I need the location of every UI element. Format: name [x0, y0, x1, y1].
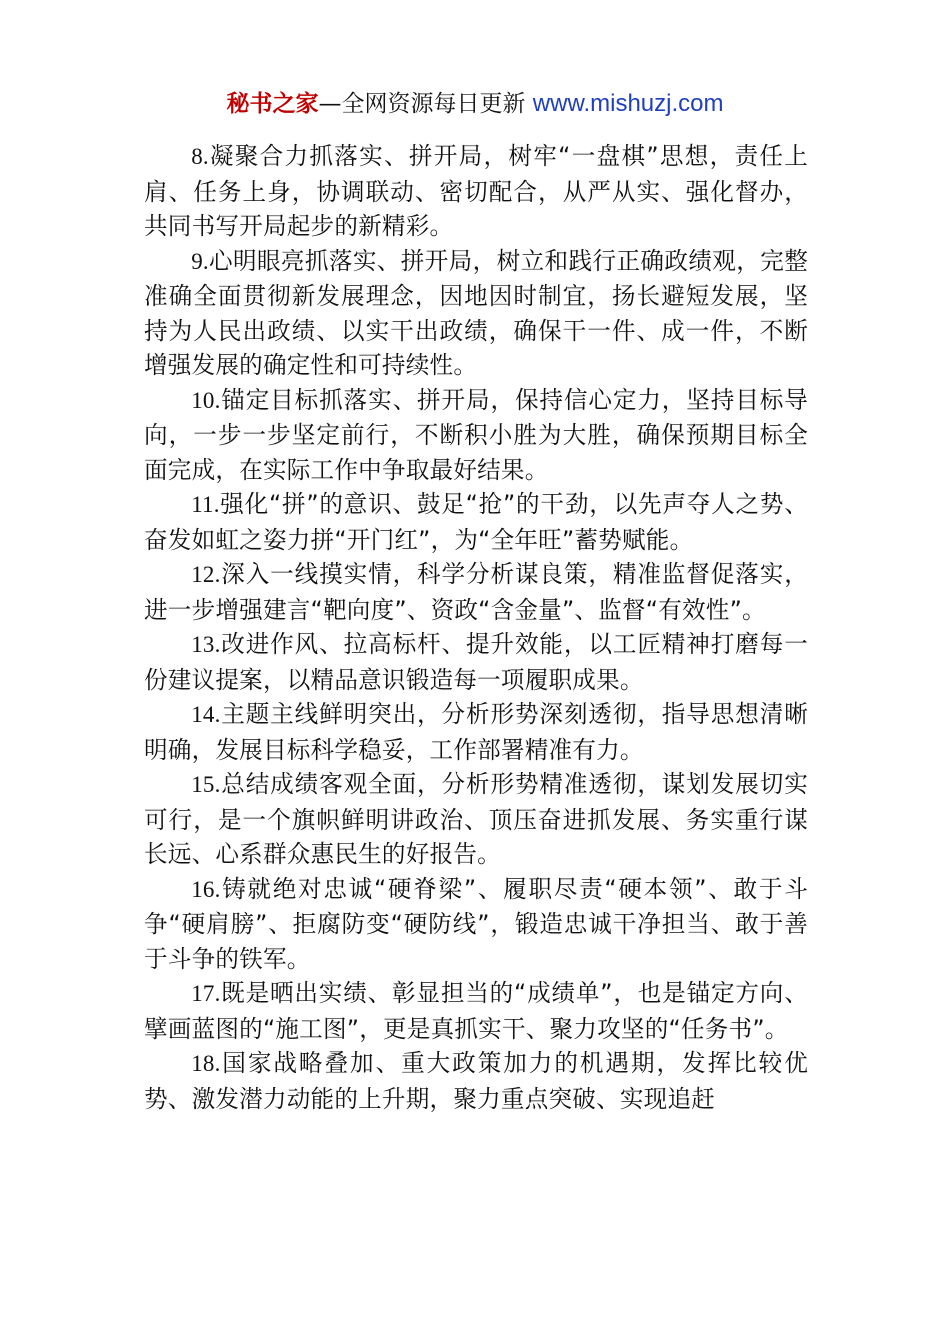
paragraph-number: 14. [191, 702, 221, 727]
paragraph-number: 12. [191, 562, 221, 587]
paragraph-text: 深入一线摸实情，科学分析谋良策，精准监督促落实，进一步增强建言“靶向度”、资政“含金量”、监督“有效性”。 [144, 560, 808, 624]
paragraph-text: 铸就绝对忠诚“硬脊梁”、履职尽责“硬本领”、敢于斗争“硬肩膀”、拒腐防变“硬防线”，锻造忠诚干净担当、敢于善于斗争的铁军。 [144, 874, 808, 973]
paragraph-text: 锚定目标抓落实、拼开局，保持信心定力，坚持目标导向，一步一步坚定前行，不断积小胜为大胜，确保预期目标全面完成，在实际工作中争取最好结果。 [144, 385, 808, 484]
paragraph-number: 10. [191, 387, 221, 413]
paragraph-text: 心明眼亮抓落实、拼开局，树立和践行正确政绩观，完整准确全面贯彻新发展理念，因地因时制宜，扬长避短发展，坚持为人民出政绩、以实干出政绩，确保干一件、成一件，不断增强发展的确定性和可持续性。 [144, 246, 808, 379]
header-tagline: —全网资源每日更新 [318, 91, 533, 117]
paragraph-number: 13. [191, 632, 221, 657]
paragraph-text: 总结成绩客观全面，分析形势精准透彻，谋划发展切实可行，是一个旗帜鲜明讲政治、顶压奋进抓发展、务实重行谋长远、心系群众惠民生的好报告。 [144, 770, 808, 868]
paragraph-15 [144, 767, 808, 872]
paragraph-text: 改进作风、拉高标杆、提升效能，以工匠精神打磨每一份建议提案，以精品意识锻造每一项履职成果。 [144, 630, 808, 694]
paragraph-14 [144, 697, 808, 767]
paragraph-text: 强化“拼”的意识、鼓足“抢”的干劲，以先声夺人之势、奋发如虹之姿力拼“开门红”，为“全年旺”蓄势赋能。 [144, 490, 808, 554]
paragraph-number: 17. [191, 981, 221, 1006]
paragraph-number: 11. [191, 492, 220, 517]
document-body [144, 139, 808, 1116]
paragraph-text: 既是晒出实绩、彰显担当的“成绩单”，也是锚定方向、擘画蓝图的“施工图”，更是真抓实干、聚力攻坚的“任务书”。 [144, 979, 808, 1043]
paragraph-text: 国家战略叠加、重大政策加力的机遇期，发挥比较优势、激发潜力动能的上升期，聚力重点突破、实现追赶 [144, 1049, 808, 1113]
paragraph-number: 8. [191, 144, 209, 169]
page-header [0, 88, 950, 120]
site-url[interactable]: www.mishuzj.com [532, 90, 724, 117]
paragraph-9 [144, 244, 808, 383]
paragraph-16 [144, 872, 808, 977]
paragraph-11 [144, 487, 808, 557]
paragraph-10 [144, 383, 808, 488]
paragraph-number: 18. [191, 1051, 221, 1076]
paragraph-13 [144, 627, 808, 697]
paragraph-number: 15. [191, 772, 221, 797]
paragraph-text: 凝聚合力抓落实、拼开局，树牢“一盘棋”思想，责任上肩、任务上身，协调联动、密切配合，从严从实、强化督办，共同书写开局起步的新精彩。 [144, 142, 808, 240]
paragraph-text: 主题主线鲜明突出，分析形势深刻透彻，指导思想清晰明确，发展目标科学稳妥，工作部署精准有力。 [144, 700, 808, 764]
paragraph-18 [144, 1046, 808, 1116]
paragraph-8 [144, 139, 808, 244]
paragraph-number: 9. [191, 248, 209, 274]
paragraph-17 [144, 976, 808, 1046]
brand-name: 秘书之家 [226, 91, 319, 117]
paragraph-12 [144, 557, 808, 627]
paragraph-number: 16. [191, 876, 221, 902]
